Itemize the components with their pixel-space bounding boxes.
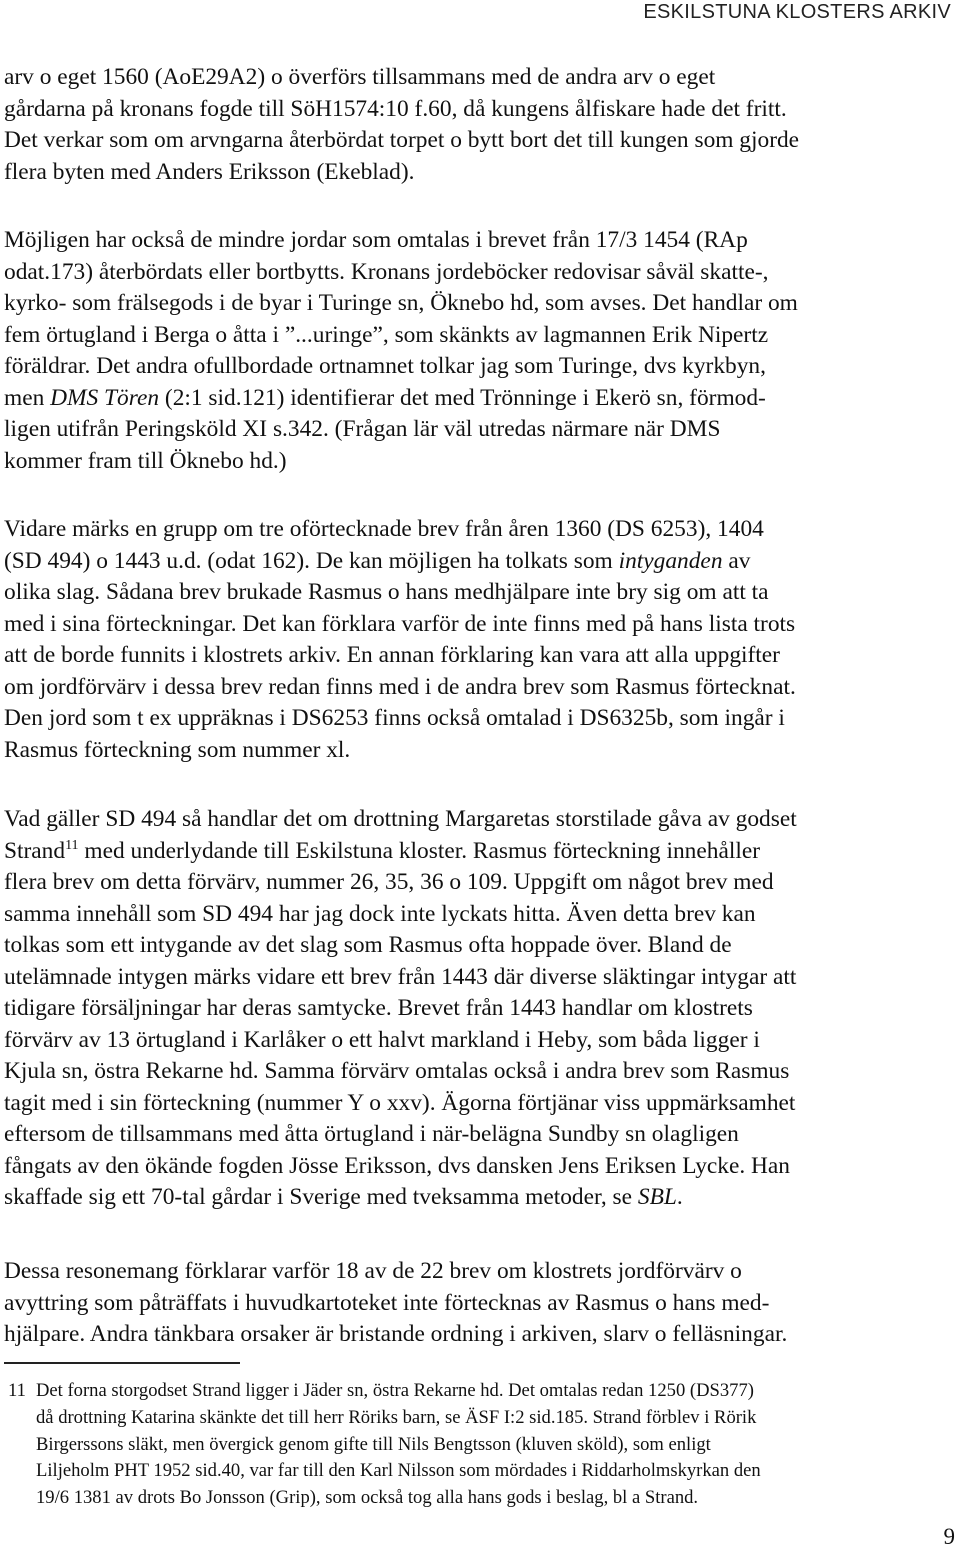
italic-reference: DMS Tören	[50, 384, 160, 411]
text-line: Vad gäller SD 494 så handlar det om drottning Margaretas storstilade gåva av godset	[4, 806, 797, 832]
text-line: fångats av den ökände fogden Jösse Eriksson, dvs dansken Jens Eriksen Lycke. Han	[4, 1152, 791, 1179]
text-run: men	[4, 384, 51, 411]
text-run: av	[722, 547, 751, 574]
paragraph-2	[4, 225, 956, 477]
italic-term: intyganden	[618, 547, 723, 574]
text-line: eftersom de tillsammans med åtta örtugland i när-belägna Sundby sn olagligen	[4, 1121, 739, 1147]
text-line	[4, 1182, 956, 1214]
text-line: föräldrar. Det andra ofullbordade ortnamnet tolkar jag som Turinge, dvs kyrkbyn,	[4, 353, 766, 379]
text-line: flera brev om detta förvärv, nummer 26, 35, 36 o 109. Uppgift om något brev med	[4, 869, 774, 895]
text-run: .	[676, 1184, 683, 1210]
running-header: ESKILSTUNA KLOSTERS ARKIV	[643, 1, 951, 23]
text-line: flera byten med Anders Eriksson (Ekeblad).	[4, 158, 415, 185]
text-line	[4, 546, 956, 578]
text-line: fem örtugland i Berga o åtta i ”...uringe”, som skänkts av lagmannen Erik Nipertz	[4, 321, 769, 348]
text-line: tolkas som ett intygande av det slag som Rasmus ofta hoppade över. Bland de	[4, 932, 732, 958]
text-line: Kjula sn, östra Rekarne hd. Samma förvärv omtalas också i andra brev som Rasmus	[4, 1058, 790, 1084]
text-line: förvärv av 13 örtugland i Karlåker o ett halvt markland i Heby, som båda ligger i	[4, 1026, 760, 1053]
text-line: Dessa resonemang förklarar varför 18 av de 22 brev om klostrets jordförvärv o	[4, 1258, 742, 1284]
text-line: arv o eget 1560 (AoE29A2) o överförs tillsammans med de andra arv o eget	[4, 64, 716, 90]
paragraph-3	[4, 514, 956, 766]
text-line: tagit med i sin förteckning (nummer Y o xxv). Ägorna förtjänar viss uppmärksamhet	[4, 1089, 796, 1116]
footnote-line: Det forna storgodset Strand ligger i Jäder sn, östra Rekarne hd. Det omtalas redan 1250 (DS377)	[36, 1380, 754, 1401]
text-line	[4, 836, 956, 868]
text-line: Rasmus förteckning som nummer xl.	[4, 736, 351, 763]
text-line: Möjligen har också de mindre jordar som omtalas i brevet från 17/3 1454 (RAp	[4, 227, 748, 253]
text-line: kommer fram till Öknebo hd.)	[4, 447, 287, 474]
text-line	[4, 383, 956, 415]
text-line: samma innehåll som SD 494 har jag dock inte lyckats hitta. Även detta brev kan	[4, 900, 756, 927]
text-line: tidigare försäljningar har deras samtycke. Brevet från 1443 handlar om klostrets	[4, 995, 753, 1021]
text-line: om jordförvärv i dessa brev redan finns med i de andra brev som Rasmus förtecknat.	[4, 673, 796, 700]
footnote-separator	[4, 1362, 240, 1364]
text-line: odat.173) återbördats eller bortbytts. Kronans jordeböcker redovisar såväl skatte-,	[4, 258, 769, 285]
text-run: (2:1 sid.121) identifierar det med Trönninge i Ekerö sn, förmod-	[159, 384, 766, 411]
text-run: med underlydande till Eskilstuna kloster. Rasmus förteckning innehåller	[78, 837, 760, 864]
text-run: skaffade sig ett 70-tal gårdar i Sverige med tveksamma metoder, se	[4, 1184, 638, 1210]
text-run: Strand	[4, 837, 66, 864]
footnote-line: då drottning Katarina skänkte det till herr Röriks barn, se ÄSF I:2 sid.185. Strand förblev i Rörik	[36, 1406, 757, 1428]
text-line: hjälpare. Andra tänkbara orsaker är bristande ordning i arkiven, slarv o felläsningar.	[4, 1321, 788, 1347]
text-line: kyrko- som frälsegods i de byar i Turinge sn, Öknebo hd, som avses. Det handlar om	[4, 290, 798, 316]
footnote-body	[36, 1378, 761, 1512]
text-line: olika slag. Sådana brev brukade Rasmus o hans medhjälpare inte bry sig om att ta	[4, 579, 769, 605]
paragraph-4	[4, 804, 956, 1214]
text-line: avyttring som påträffats i huvudkartoteket inte förtecknas av Rasmus o hans med-	[4, 1289, 770, 1316]
footnote-line: 19/6 1381 av drots Bo Jonsson (Grip), som också tog alla hans gods i beslag, bl a Strand.	[36, 1487, 699, 1509]
text-line: att de borde funnits i klostrets arkiv. En annan förklaring kan vara att alla uppgifter	[4, 642, 780, 668]
text-line: ligen utifrån Peringsköld XI s.342. (Frågan lär väl utredas närmare när DMS	[4, 416, 721, 442]
footnote-line: Liljeholm PHT 1952 sid.40, var far till den Karl Nilsson som mördades i Riddarholmskyrkan den	[36, 1460, 761, 1482]
italic-reference: SBL	[637, 1184, 677, 1210]
footnote-reference[interactable]: 11	[65, 837, 79, 853]
footnote-number: 11	[8, 1380, 26, 1401]
paragraph-1	[4, 62, 956, 188]
text-run: (SD 494) o 1443 u.d. (odat 162). De kan möjligen ha tolkats som	[4, 547, 619, 574]
page-number: 9	[943, 1524, 955, 1549]
text-line: gårdarna på kronans fogde till SöH1574:10 f.60, då kungens ålfiskare hade det fritt.	[4, 95, 787, 122]
text-line: Den jord som t ex uppräknas i DS6253 finns också omtalad i DS6325b, som ingår i	[4, 705, 785, 731]
text-line: utelämnade intygen märks vidare ett brev från 1443 där diverse släktingar intygar att	[4, 963, 797, 990]
text-line: Vidare märks en grupp om tre oförtecknade brev från åren 1360 (DS 6253), 1404	[4, 516, 764, 542]
text-line: med i sina förteckningar. Det kan förklara varför de inte finns med på hans lista trots	[4, 610, 796, 637]
footnote-line: Birgerssons släkt, men övergick genom gifte till Nils Bengtsson (kluven sköld), som enligt	[36, 1433, 711, 1455]
paragraph-5	[4, 1256, 956, 1351]
text-line: Det verkar som om arvngarna återbördat torpet o bytt bort det till kungen som gjorde	[4, 127, 800, 153]
